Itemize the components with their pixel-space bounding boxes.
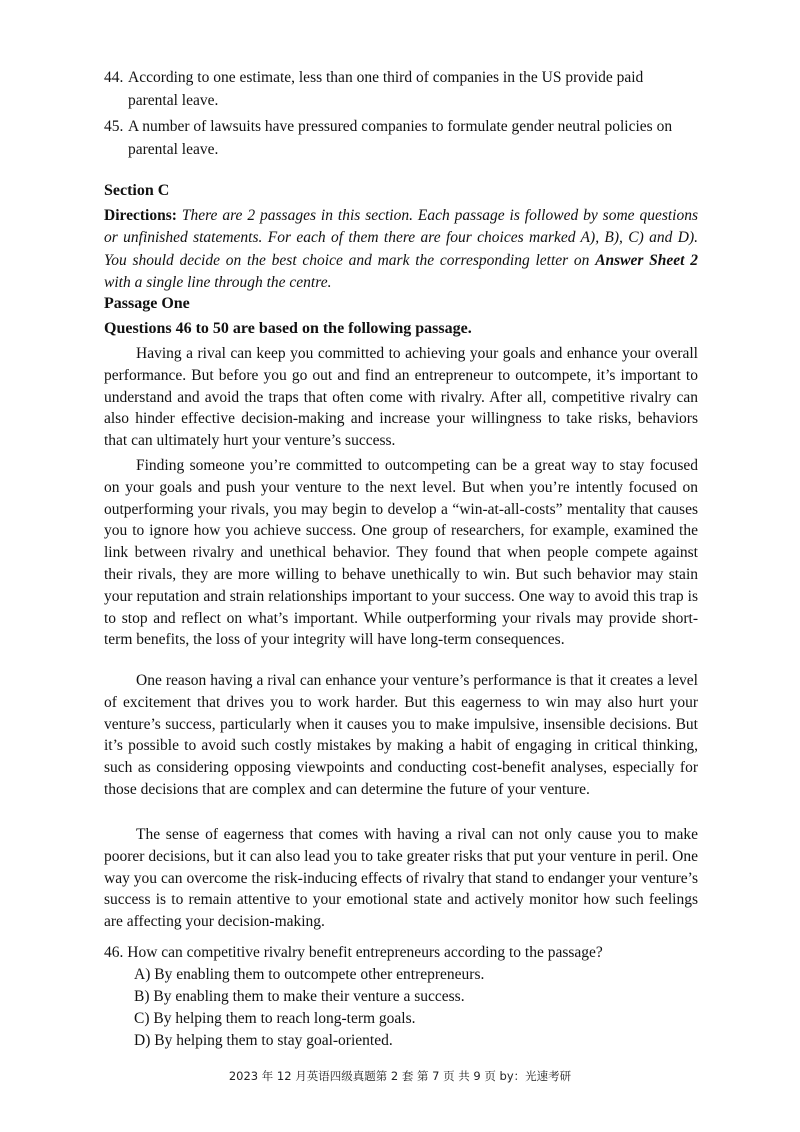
item-text: A number of lawsuits have pressured companies to formulate gender neutral policies on xyxy=(128,118,673,135)
option-d: D) By helping them to stay goal-oriented. xyxy=(134,1032,393,1049)
item-44 xyxy=(104,66,698,112)
item-text-cont: parental leave. xyxy=(128,92,219,109)
question-46-stem: 46. How can competitive rivalry benefit entrepreneurs according to the passage? xyxy=(104,944,603,961)
answer-sheet-ref: Answer Sheet 2 xyxy=(595,251,698,269)
directions-text: There are 2 passages in this section. Each passage is followed by some questions or unfinished statements. For each of them there are four choices marked A), B), C) and D). You should decide on the best choice and mark the corresponding letter on xyxy=(104,207,698,269)
option-a: A) By enabling them to outcompete other entrepreneurs. xyxy=(134,966,485,983)
item-number: 45. xyxy=(104,118,124,135)
item-text-cont: parental leave. xyxy=(128,141,219,158)
paragraph-3: One reason having a rival can enhance your venture’s performance is that it creates a level of excitement that drives you to work harder. But this eagerness to win may also hurt your venture’s success, particularly when it causes you to make impulsive, insensible decisions. But it’s possible to avoid such costly mistakes by making a habit of engaging in critical thinking, such as considering opposing viewpoints and conducting cost-benefit analyses, especially for those decisions that are complex and can determine the future of your venture. xyxy=(104,672,698,798)
paragraph-2: Finding someone you’re committed to outcompeting can be a great way to stay focused on your goals and push your venture to the next level. But when you’re intently focused on outperforming your rivals, you may begin to develop a “win-at-all-costs” mentality that causes you to ignore how you achieve success. One group of researchers, for example, examined the link between rivalry and unethical behavior. They found that when people compete against their rivals, they are more willing to behave unethically to win. But such behavior may stain your reputation and strain relationships important to your success. One way to avoid this trap is to stop and reflect on what’s important. While outperforming your rivals may provide short-term benefits, the loss of your integrity will have long-term consequences. xyxy=(104,457,698,649)
page-footer: 2023 年 12 月英语四级真题第 2 套 第 7 页 共 9 页 by：光速考研 xyxy=(228,1069,572,1083)
paragraph-4: The sense of eagerness that comes with having a rival can not only cause you to make poorer decisions, but it can also lead you to take greater risks that put your venture in peril. One way you can overcome the risk-inducing effects of rivalry that stand to endanger your venture’s success is to remain attentive to your emotional state and actively monitor how such feelings are affecting your decision-making. xyxy=(104,826,698,931)
passage-title: Passage One xyxy=(104,295,190,312)
directions-text-end: with a single line through the centre. xyxy=(104,274,332,292)
item-text: According to one estimate, less than one third of companies in the US provide paid xyxy=(128,69,644,86)
passage-subtitle: Questions 46 to 50 are based on the following passage. xyxy=(104,320,472,337)
option-b: B) By enabling them to make their venture a success. xyxy=(134,988,465,1005)
item-number: 44. xyxy=(104,69,124,86)
item-45 xyxy=(104,115,698,161)
directions-label: Directions: xyxy=(104,207,177,224)
directions xyxy=(104,205,698,295)
paragraph-1: Having a rival can keep you committed to achieving your goals and enhance your overall performance. But before you go out and find an entrepreneur to outcompete, it’s important to understand and avoid the traps that often come with rivalry. After all, competitive rivalry can also hinder effective decision-making and increase your willingness to take risks, behaviors that can ultimately hurt your venture’s success. xyxy=(104,345,698,450)
section-title: Section C xyxy=(104,182,170,199)
option-c: C) By helping them to reach long-term goals. xyxy=(134,1010,416,1027)
